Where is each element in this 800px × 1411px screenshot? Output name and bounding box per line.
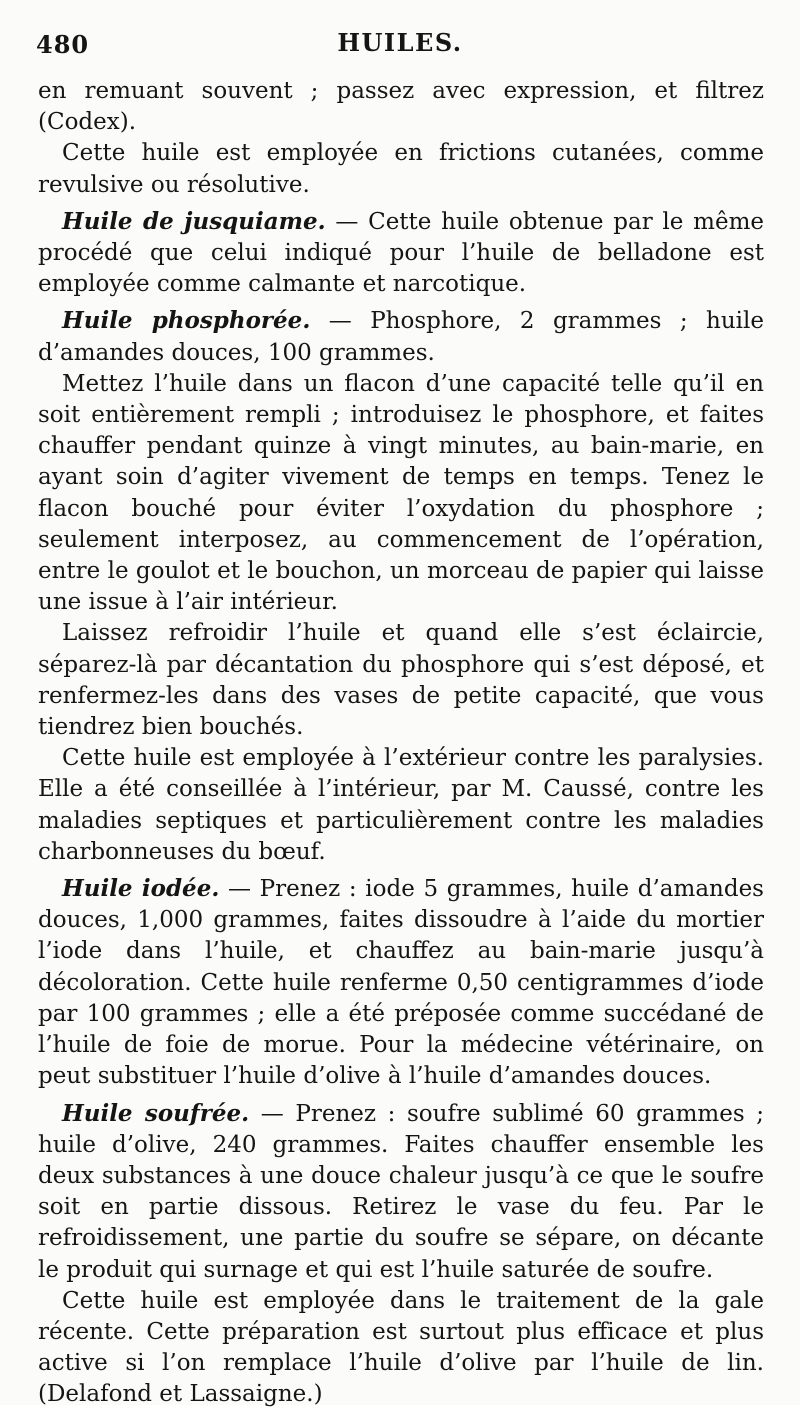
paragraph-text: — Phosphore, 2 grammes ; huile d’amandes douces, 100 grammes. (38, 308, 764, 366)
paragraph-text: — Cette huile obtenue par le même procédé que celui indiqué pour l’huile de belladone est employée comme calmante et narcotique. (38, 208, 764, 298)
section-huile-iodee (38, 873, 764, 1092)
section-title: Huile iodée. (62, 875, 220, 903)
section-title: Huile soufrée. (62, 1099, 250, 1127)
section-title: Huile de jusquiame. (62, 207, 326, 235)
paragraph-phosphore-storage (38, 618, 764, 743)
paragraph-text: Laissez refroidir l’huile et quand elle s’est éclaircie, séparez-là par décantation du phosphore qui s’est déposé, et renfermez-les dans des vases de petite capacité, que vous tiendrez bien bouchés. (38, 620, 764, 741)
page-number: 480 (36, 30, 90, 59)
paragraph-text: Cette huile est employée dans le traitement de la gale récente. Cette préparation est surtout plus efficace et plus active si l’on remplace l’huile d’olive par l’huile de lin. (Delafond et Lassaigne.) (38, 1287, 764, 1408)
section-huile-de-jusquiame (38, 206, 764, 301)
paragraph-text: — Prenez : iode 5 grammes, huile d’amandes douces, 1,000 grammes, faites dissoudre à l’aide du mortier l’iode dans l’huile, et chauffez au bain-marie jusqu’à décoloration. Cette huile renferme 0,50 centigrammes d’iode par 100 grammes ; elle a été préposée comme succédané de l’huile de foie de morue. Pour la médecine vétérinaire, on peut substituer l’huile d’olive à l’huile d’amandes douces. (38, 876, 764, 1090)
page-body (38, 76, 764, 1411)
paragraph-text: Mettez l’huile dans un flacon d’une capacité telle qu’il en soit entièrement rempli ; introduisez le phosphore, et faites chauffer pendant quinze à vingt minutes, au bain-marie, en ayant soin d’agiter vivement de temps en temps. Tenez le flacon bouché pour éviter l’oxydation du phosphore ; seulement interposez, au commencement de l’opération, entre le goulot et le bouchon, un morceau de papier qui laisse une issue à l’air intérieur. (38, 370, 764, 616)
paragraph-text: Cette huile est employée en frictions cutanées, comme revulsive ou résolutive. (38, 140, 764, 198)
page-header (36, 22, 764, 62)
paragraph-soufre-use (38, 1286, 764, 1411)
paragraph-text: Cette huile est employée à l’extérieur contre les paralysies. Elle a été conseillée à l’intérieur, par M. Caussé, contre les maladies septiques et particulièrement contre les maladies charbonneuses du bœuf. (38, 745, 764, 865)
paragraph-text: en remuant souvent ; passez avec expression, et filtrez (Codex). (38, 78, 764, 136)
paragraph-phosphore-method (38, 369, 764, 619)
paragraph-phosphore-use (38, 743, 764, 868)
section-huile-phosphoree (38, 305, 764, 368)
paragraph-text: — Prenez : soufre sublimé 60 grammes ; huile d’olive, 240 grammes. Faites chauffer ensemble les deux substances à une douce chaleur jusqu’à ce que le soufre soit en partie dissous. Retirez le vase du feu. Par le refroidissement, une partie du soufre se sépare, on décante le produit qui surnage et qui est l’huile saturée de soufre. (38, 1100, 764, 1283)
paragraph-belladonna-use (38, 138, 764, 200)
section-huile-soufree (38, 1098, 764, 1286)
running-title: HUILES. (337, 28, 463, 57)
section-title: Huile phosphorée. (62, 307, 311, 335)
paragraph-continuation (38, 76, 764, 138)
